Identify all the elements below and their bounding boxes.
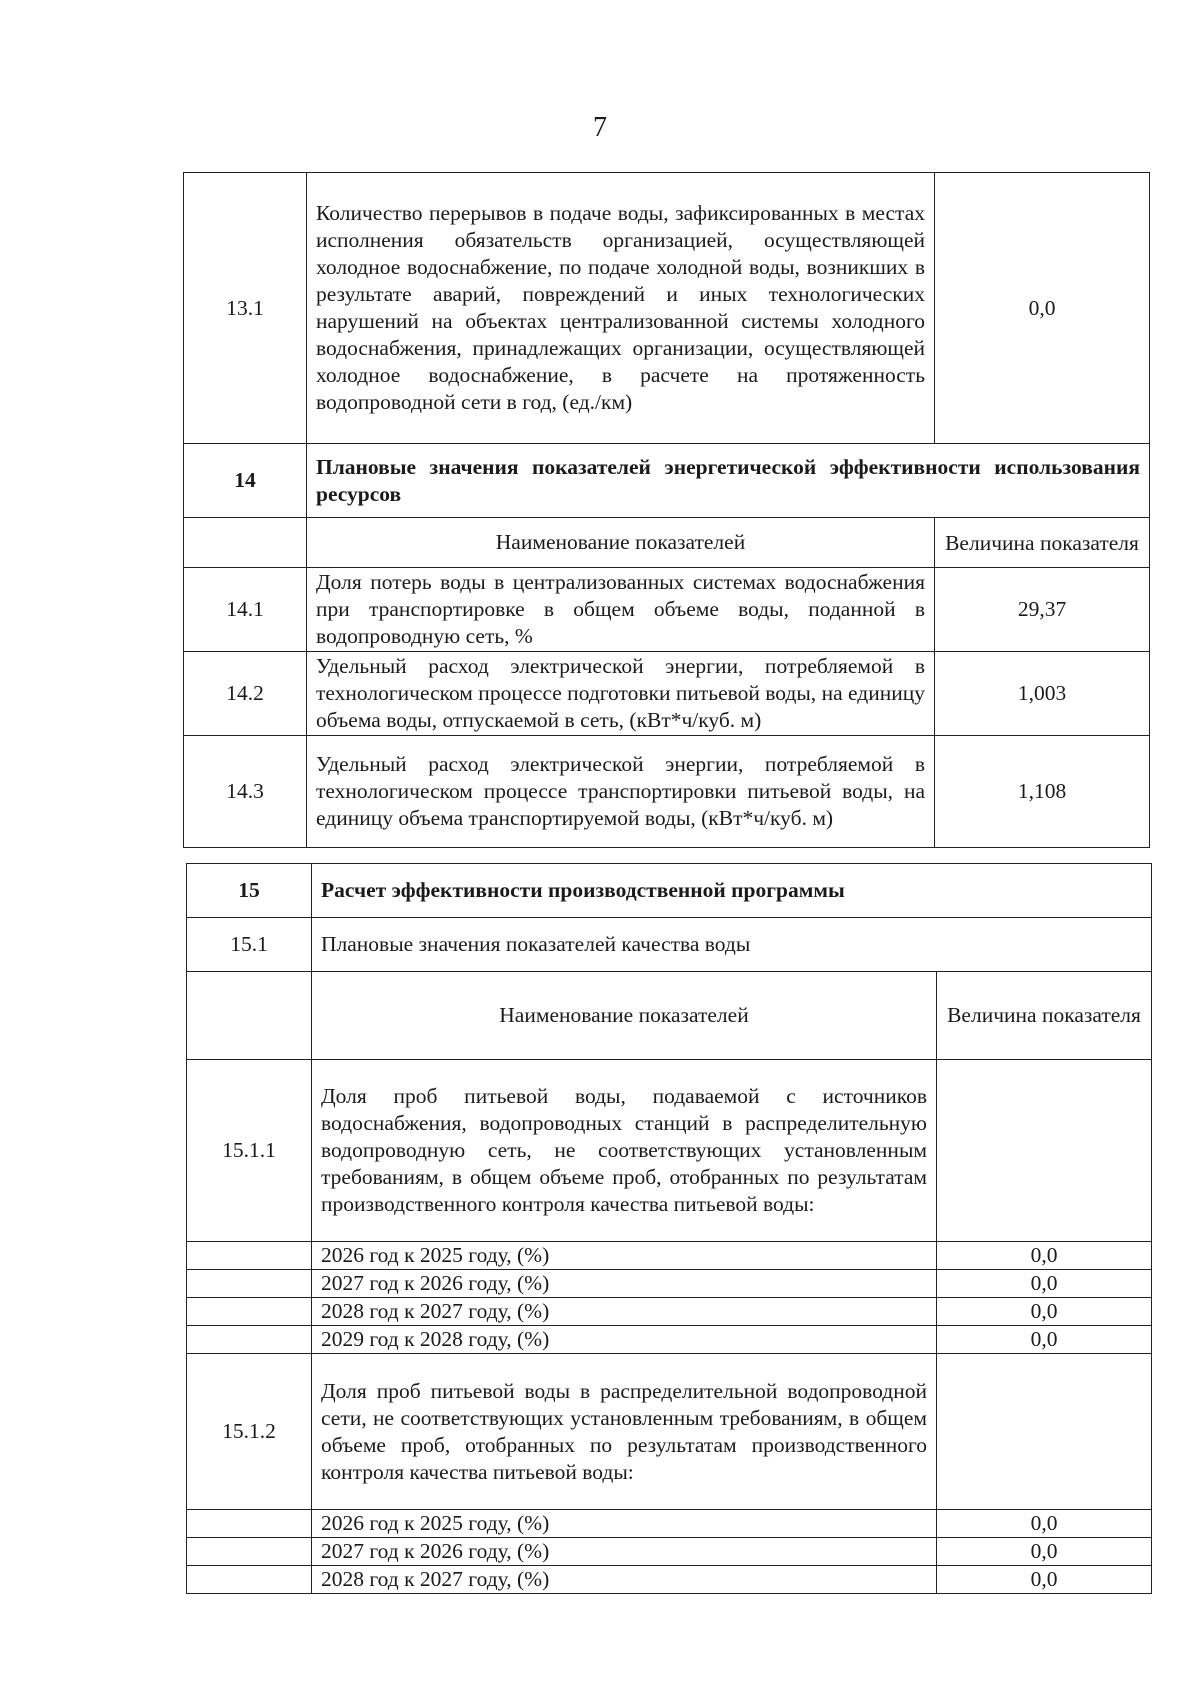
row-number: 14.1 <box>184 568 307 652</box>
table-row <box>184 652 1150 736</box>
row-number: 15.1.2 <box>187 1354 312 1510</box>
column-header-value: Величина показателя <box>935 518 1150 568</box>
indicator-text: Доля проб питьевой воды в распределительной водопроводной сети, не соответствующих установленным требованиям, в общем объеме проб, отобранных по результатам производственного контроля качества питьевой воды: <box>312 1354 937 1510</box>
empty-cell <box>187 1270 312 1298</box>
table-row <box>184 173 1150 444</box>
column-header-name: Наименование показателей <box>312 972 937 1060</box>
year-value: 0,0 <box>937 1538 1152 1566</box>
year-row <box>187 1242 1152 1270</box>
section-heading-row <box>184 444 1150 518</box>
table-row <box>184 568 1150 652</box>
subsection-number: 15.1 <box>187 918 312 972</box>
row-number: 13.1 <box>184 173 307 444</box>
indicators-table-quality <box>186 863 1152 1594</box>
year-row <box>187 1510 1152 1538</box>
year-value: 0,0 <box>937 1566 1152 1594</box>
year-label: 2028 год к 2027 году, (%) <box>312 1298 937 1326</box>
empty-cell <box>184 518 307 568</box>
year-value: 0,0 <box>937 1510 1152 1538</box>
empty-cell <box>187 972 312 1060</box>
year-value: 0,0 <box>937 1326 1152 1354</box>
empty-cell <box>187 1326 312 1354</box>
year-label: 2027 год к 2026 году, (%) <box>312 1270 937 1298</box>
empty-cell <box>187 1510 312 1538</box>
row-number: 15.1.1 <box>187 1060 312 1242</box>
subsection-title: Плановые значения показателей качества воды <box>312 918 1152 972</box>
year-row <box>187 1326 1152 1354</box>
table-row <box>187 1354 1152 1510</box>
year-label: 2027 год к 2026 году, (%) <box>312 1538 937 1566</box>
section-title: Расчет эффективности производственной программы <box>312 864 1152 918</box>
empty-cell <box>187 1566 312 1594</box>
year-row <box>187 1538 1152 1566</box>
indicator-value: 1,108 <box>935 736 1150 848</box>
empty-cell <box>187 1242 312 1270</box>
column-header-value: Величина показателя <box>937 972 1152 1060</box>
indicator-value: 0,0 <box>935 173 1150 444</box>
section-number: 15 <box>187 864 312 918</box>
column-header-row <box>187 972 1152 1060</box>
indicator-value: 1,003 <box>935 652 1150 736</box>
indicator-text: Удельный расход электрической энергии, потребляемой в технологическом процессе подготовки питьевой воды, на единицу объема воды, отпускаемой в сеть, (кВт*ч/куб. м) <box>307 652 935 736</box>
year-label: 2029 год к 2028 году, (%) <box>312 1326 937 1354</box>
indicator-text: Доля проб питьевой воды, подаваемой с источников водоснабжения, водопроводных станций в распределительную водопроводную сеть, не соответствующих установленным требованиям, в общем объеме проб, отобранных по результатам производственного контроля качества питьевой воды: <box>312 1060 937 1242</box>
table-row <box>184 736 1150 848</box>
subsection-row <box>187 918 1152 972</box>
indicator-value: 29,37 <box>935 568 1150 652</box>
section-number: 14 <box>184 444 307 518</box>
indicator-text: Удельный расход электрической энергии, потребляемой в технологическом процессе транспортировки питьевой воды, на единицу объема транспортируемой воды, (кВт*ч/куб. м) <box>307 736 935 848</box>
year-row <box>187 1298 1152 1326</box>
row-number: 14.2 <box>184 652 307 736</box>
section-heading-row <box>187 864 1152 918</box>
year-row <box>187 1566 1152 1594</box>
year-value: 0,0 <box>937 1242 1152 1270</box>
year-label: 2028 год к 2027 году, (%) <box>312 1566 937 1594</box>
empty-cell <box>187 1538 312 1566</box>
page-number: 7 <box>593 112 607 143</box>
table-row <box>187 1060 1152 1242</box>
row-number: 14.3 <box>184 736 307 848</box>
year-label: 2026 год к 2025 году, (%) <box>312 1242 937 1270</box>
column-header-name: Наименование показателей <box>307 518 935 568</box>
section-title: Плановые значения показателей энергетической эффективности использования ресурсов <box>307 444 1150 518</box>
year-label: 2026 год к 2025 году, (%) <box>312 1510 937 1538</box>
empty-cell <box>937 1060 1152 1242</box>
indicator-text: Количество перерывов в подаче воды, зафиксированных в местах исполнения обязательств организацией, осуществляющей холодное водоснабжение, по подаче холодной воды, возникших в результате аварий, повреждений и иных технологических нарушений на объектах централизованной системы холодного водоснабжения, принадлежащих организации, осуществляющей холодное водоснабжение, в расчете на протяженность водопроводной сети в год, (ед./км) <box>307 173 935 444</box>
empty-cell <box>187 1298 312 1326</box>
year-row <box>187 1270 1152 1298</box>
column-header-row <box>184 518 1150 568</box>
indicators-table-energy <box>183 172 1150 848</box>
year-value: 0,0 <box>937 1270 1152 1298</box>
year-value: 0,0 <box>937 1298 1152 1326</box>
indicator-text: Доля потерь воды в централизованных системах водоснабжения при транспортировке в общем объеме воды, поданной в водопроводную сеть, % <box>307 568 935 652</box>
empty-cell <box>937 1354 1152 1510</box>
